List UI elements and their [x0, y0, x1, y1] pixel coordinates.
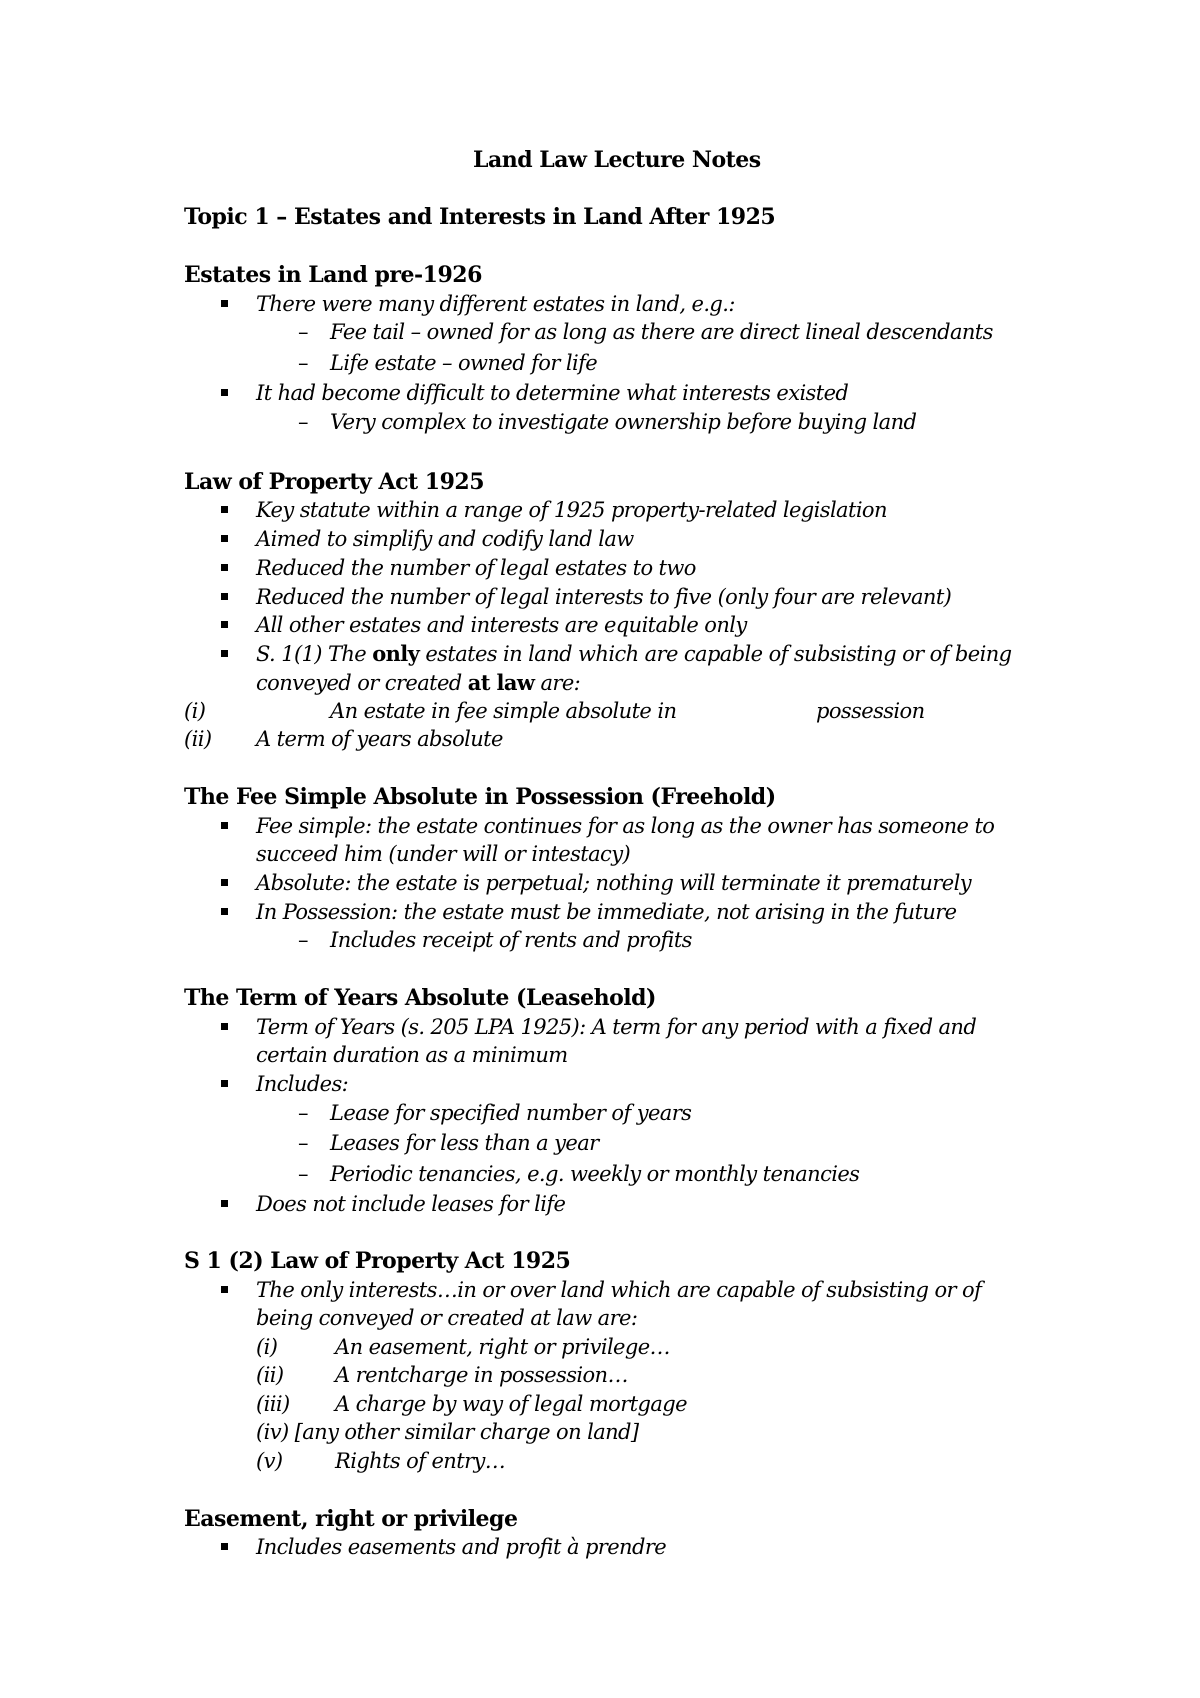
list-number: (ii) [184, 727, 212, 751]
emphasis-only: only [372, 641, 420, 666]
section-heading-lpa-1925: Law of Property Act 1925 [184, 469, 485, 495]
bullet-text: Key statute within a range of 1925 property-related legislation [256, 498, 887, 522]
bullet-text: Does not include leases for life [256, 1192, 566, 1216]
sub-bullet-text: Periodic tenancies, e.g. weekly or monthly tenancies [330, 1162, 860, 1186]
bullet-text: Includes easements and profit à prendre [256, 1535, 667, 1559]
section-heading-s1-2: S 1 (2) Law of Property Act 1925 [184, 1248, 571, 1274]
bullet-icon [221, 593, 228, 600]
dash-icon: – [298, 1131, 309, 1155]
bullet-text-continuation: being conveyed or created at law are: [256, 1306, 638, 1330]
bullet-icon [221, 1543, 228, 1550]
section-heading-leasehold: The Term of Years Absolute (Leasehold) [184, 985, 656, 1011]
bullet-text-continuation: succeed him (under will or intestacy) [256, 842, 631, 866]
bullet-icon [221, 564, 228, 571]
bullet-text: Includes: [256, 1072, 349, 1096]
bullet-icon [221, 535, 228, 542]
bullet-text: Reduced the number of legal interests to five (only four are relevant) [256, 585, 952, 609]
document-title: Land Law Lecture Notes [473, 147, 761, 173]
bullet-text: Term of Years (s. 205 LPA 1925): A term for any period with a fixed and [256, 1015, 977, 1039]
sub-bullet-text: Very complex to investigate ownership before buying land [330, 410, 917, 434]
bullet-text: Aimed to simplify and codify land law [256, 527, 634, 551]
sub-bullet-text: Lease for specified number of years [330, 1101, 692, 1125]
list-item-text: A charge by way of legal mortgage [335, 1392, 687, 1416]
list-number: (i) [184, 699, 206, 723]
list-item-text: A term of years absolute [256, 727, 503, 751]
bullet-text: Absolute: the estate is perpetual; nothing will terminate it prematurely [256, 871, 971, 895]
bullet-text: Reduced the number of legal estates to two [256, 556, 696, 580]
dash-icon: – [298, 928, 309, 952]
bullet-icon [221, 506, 228, 513]
text-run: are: [534, 671, 581, 695]
text-run: estates in land which are capable of subsisting or of being [419, 642, 1012, 666]
bullet-icon [221, 1286, 228, 1293]
list-item-text: Rights of entry… [335, 1449, 506, 1473]
sub-bullet-text: Life estate – owned for life [330, 351, 598, 375]
text-run: conveyed or created [256, 671, 468, 695]
bullet-text: The only interests…in or over land which are capable of subsisting or of [256, 1278, 982, 1302]
list-number: (v) [256, 1449, 283, 1473]
bullet-text: In Possession: the estate must be immediate, not arising in the future [256, 900, 957, 924]
bullet-text-continuation [256, 669, 580, 697]
dash-icon: – [298, 410, 309, 434]
bullet-icon [221, 389, 228, 396]
list-item-text: (iv) [any other similar charge on land] [256, 1420, 639, 1444]
sub-bullet-text: Fee tail – owned for as long as there are direct lineal descendants [330, 320, 993, 344]
list-number: (i) [256, 1335, 278, 1359]
bullet-text: Fee simple: the estate continues for as long as the owner has someone to [256, 814, 995, 838]
list-number: (iii) [256, 1392, 290, 1416]
bullet-icon [221, 1200, 228, 1207]
bullet-text: All other estates and interests are equitable only [256, 613, 747, 637]
list-item-text: An estate in fee simple absolute in [330, 699, 677, 723]
emphasis-at-law: at law [467, 670, 535, 695]
list-item-text: A rentcharge in possession… [335, 1363, 628, 1387]
bullet-text: There were many different estates in land, e.g.: [256, 292, 735, 316]
list-item-text: possession [816, 699, 925, 723]
section-heading-easement: Easement, right or privilege [184, 1506, 518, 1532]
dash-icon: – [298, 1162, 309, 1186]
dash-icon: – [298, 320, 309, 344]
bullet-icon [221, 621, 228, 628]
bullet-icon [221, 1080, 228, 1087]
dash-icon: – [298, 1101, 309, 1125]
bullet-text: It had become difficult to determine what interests existed [256, 381, 849, 405]
bullet-text-continuation: certain duration as a minimum [256, 1043, 568, 1067]
list-item-text: An easement, right or privilege… [335, 1335, 670, 1359]
sub-bullet-text: Includes receipt of rents and profits [330, 928, 692, 952]
section-heading-estates-pre-1926: Estates in Land pre-1926 [184, 262, 482, 288]
bullet-icon [221, 908, 228, 915]
text-run: S. 1(1) The [256, 642, 373, 666]
sub-bullet-text: Leases for less than a year [330, 1131, 599, 1155]
bullet-icon [221, 300, 228, 307]
bullet-icon [221, 879, 228, 886]
dash-icon: – [298, 351, 309, 375]
bullet-text-s1-1 [256, 640, 1012, 668]
bullet-icon [221, 1023, 228, 1030]
bullet-icon [221, 822, 228, 829]
list-number: (ii) [256, 1363, 284, 1387]
section-heading-freehold: The Fee Simple Absolute in Possession (Freehold) [184, 784, 776, 810]
topic-heading: Topic 1 – Estates and Interests in Land After 1925 [184, 204, 776, 230]
bullet-icon [221, 650, 228, 657]
